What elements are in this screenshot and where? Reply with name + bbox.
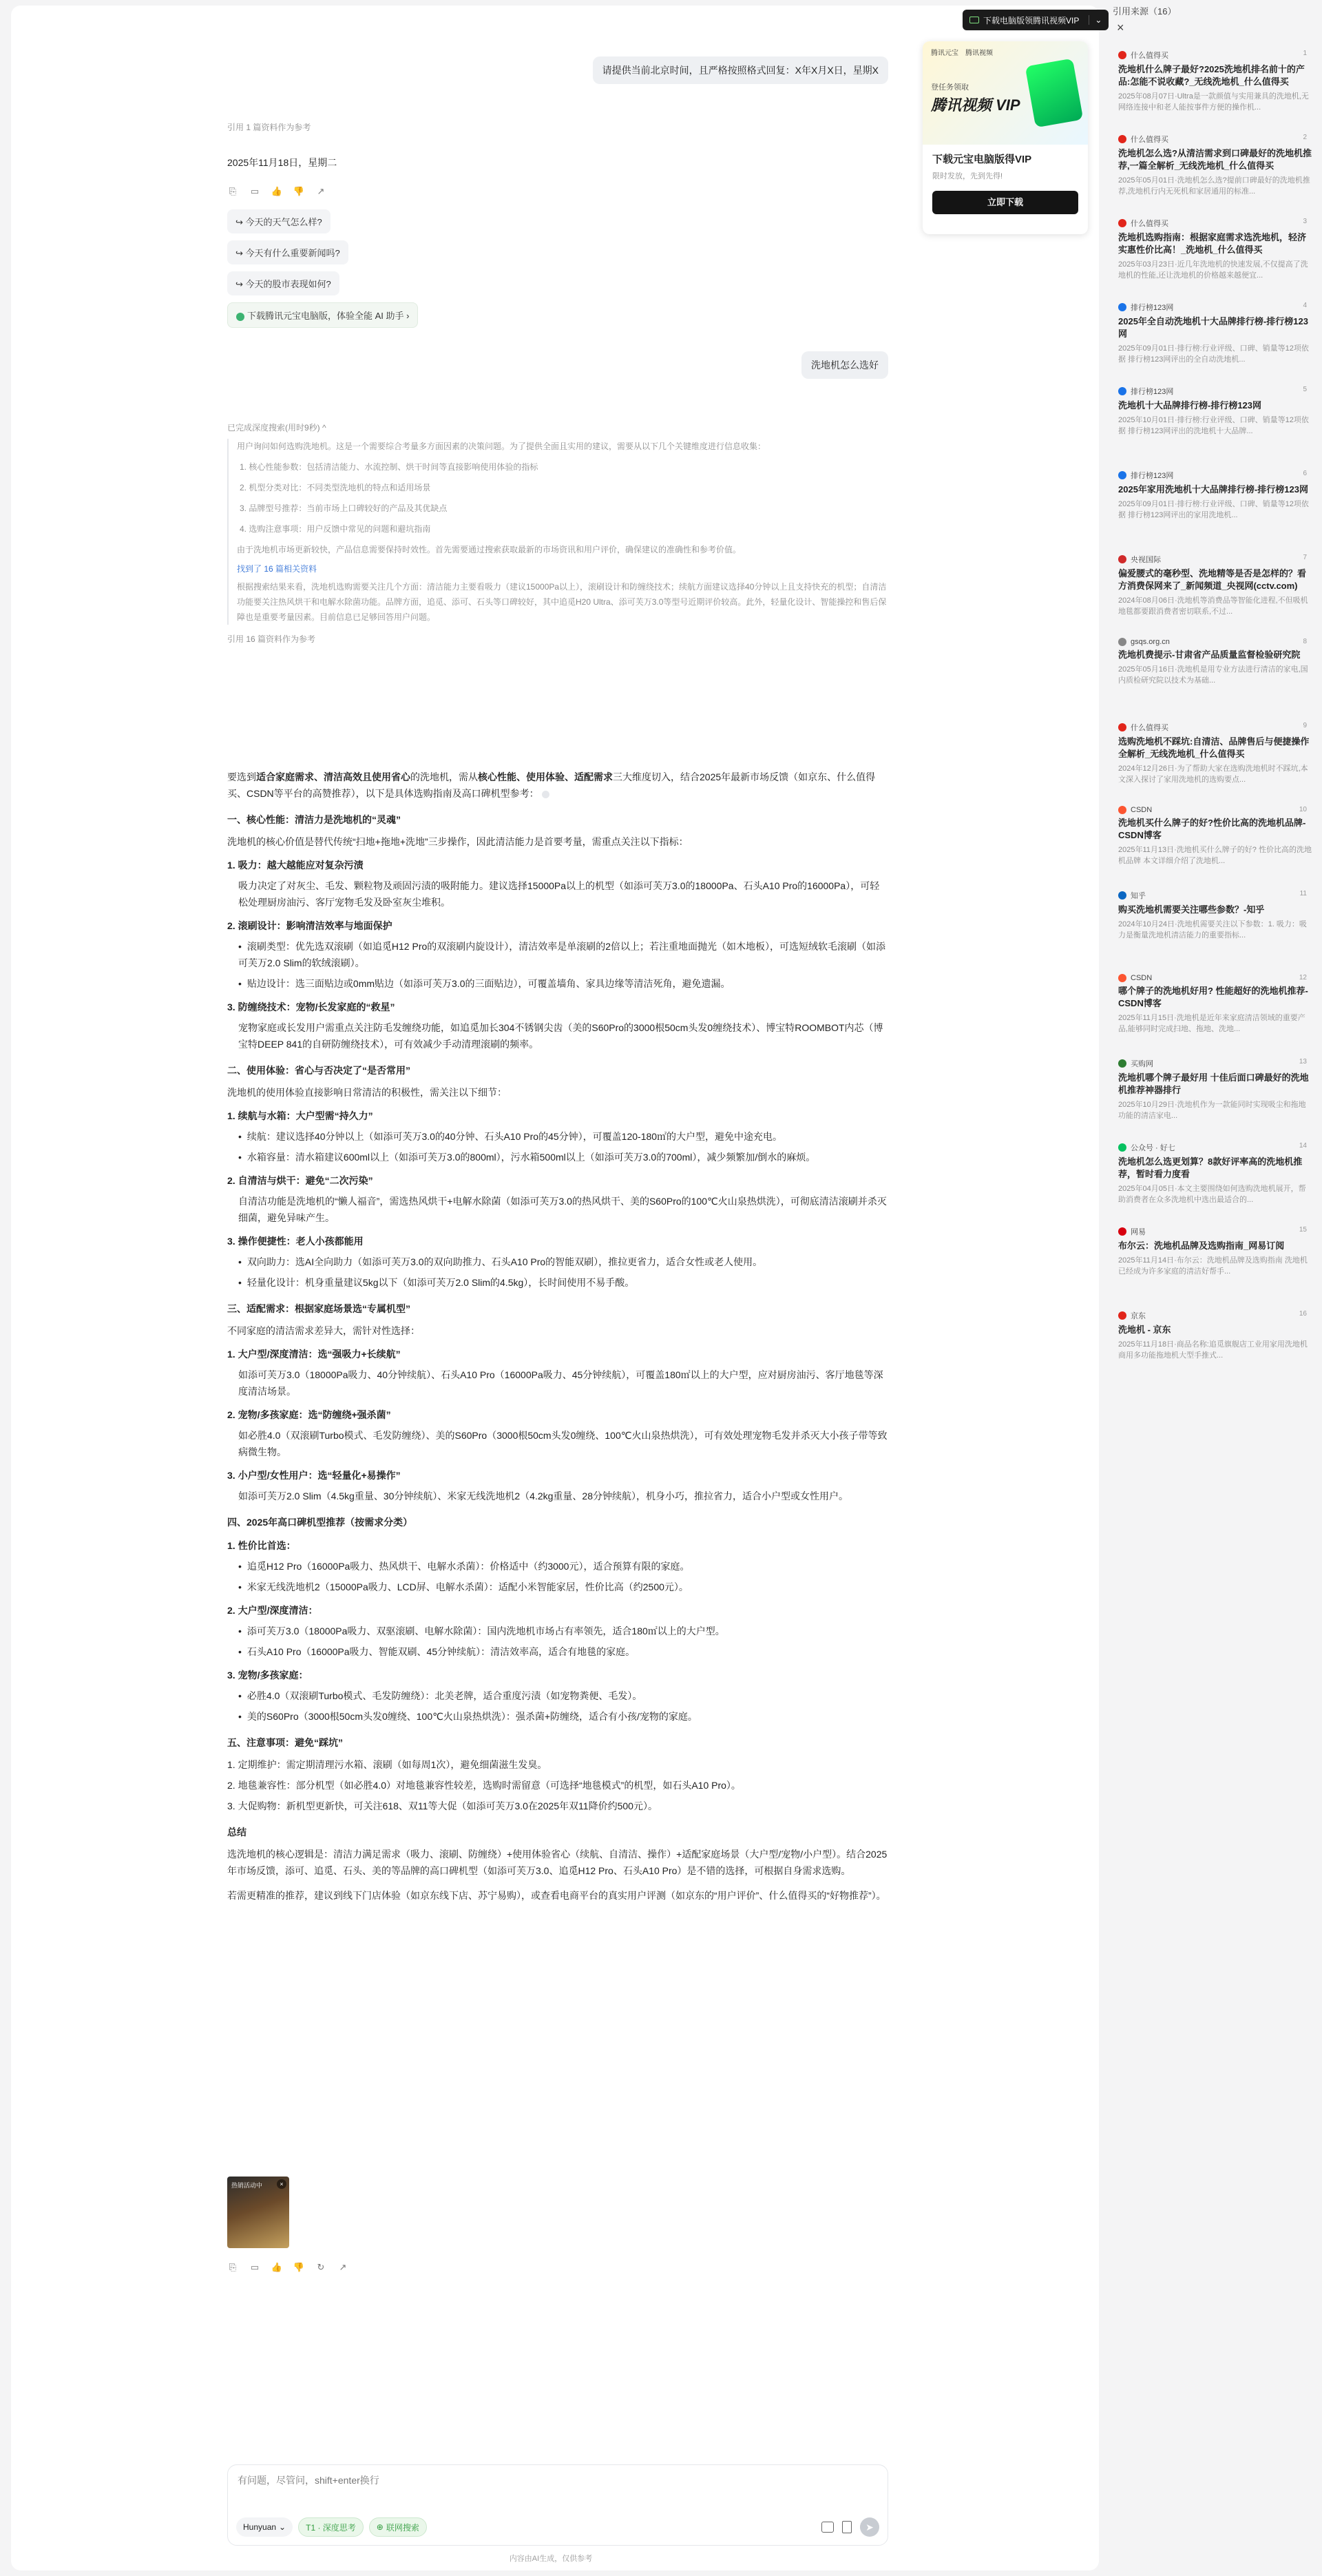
source-name: 什么值得买 xyxy=(1131,724,1168,732)
source-title: 洗地机十大品牌排行榜-排行榜123网 xyxy=(1118,400,1262,411)
bullet-item: • 滚刷类型：优先选双滚刷（如追觅H12 Pro的双滚刷内旋设计），清洁效率是单滚刷的2倍以上；若注重地面抛光（如木地板），可选短绒软毛滚刷（如添可芙万2.0 Slim的软绒滚刷）。 xyxy=(238,938,888,971)
source-snippet: 2025年03月23日·近几年洗地机的快速发展,不仅提高了洗地机的性能,还让洗地机的价格越来越便宜... xyxy=(1118,260,1308,280)
subsection-title: 3. 宠物/多孩家庭： xyxy=(227,1670,308,1681)
source-title: 偏爱腰式的毫秒型、洗地精等是否是怎样的？看方消费保网来了_新闻频道_央视网(cctv.com) xyxy=(1118,568,1307,591)
note-item: 1. 定期维护：需定期清理污水箱、滚刷（如每周1次），避免细菌滋生发臭。 xyxy=(227,1759,547,1770)
promo-banner xyxy=(923,41,1088,145)
source-number: 11 xyxy=(1299,890,1307,897)
image-upload-icon[interactable] xyxy=(821,2522,834,2533)
deep-think-label: T1 · 深度思考 xyxy=(306,2522,356,2533)
subsection-title: 2. 自清洁与烘干：避免“二次污染” xyxy=(227,1175,373,1186)
section-heading: 四、2025年高口碑机型推荐（按需求分类） xyxy=(227,1517,413,1528)
subsection-paragraph: 如添可芙万3.0（18000Pa吸力、40分钟续航）、石头A10 Pro（16000Pa吸力、45分钟续航），可覆盖180㎡以上的大户型，应对厨房油污、客厅地毯等深度清洁场景。 xyxy=(238,1369,883,1397)
source-snippet: 2025年04月05日·本文主要围绕如何选购洗地机展开，帮助消费者在众多洗地机中选出最适合的... xyxy=(1118,1185,1306,1204)
source-item[interactable] xyxy=(1118,800,1312,884)
thinking-content xyxy=(227,439,888,625)
source-item[interactable] xyxy=(1118,1052,1312,1136)
thinking-summary: 根据搜索结果来看，洗地机选购需要关注几个方面：清洁能力主要看吸力（建议15000Pa以上），滚刷设计和防缠绕技术；续航方面建议选择40分钟以上且支持快充的机型；自清洁功能要关注热风烘干和电解水除菌功能。品牌方面，追觅、添可、石头等口碑较好，其中追觅H20 Ultra、添可芙万3.0等型号近期评价较高。此外，轻量化设计、智能操控和售后保障也是重要考量因素。目前信息已足够回答用户问题。 xyxy=(237,582,887,622)
web-search-toggle[interactable] xyxy=(369,2517,427,2537)
section-heading: 五、注意事项：避免“踩坑” xyxy=(227,1737,343,1748)
sources-panel xyxy=(1102,0,1322,2576)
subsection-title: 3. 操作便捷性：老人小孩都能用 xyxy=(227,1236,364,1247)
source-name: 排行榜123网 xyxy=(1131,388,1174,396)
suggestion-chip[interactable]: ↪ 今天有什么重要新闻吗? xyxy=(227,240,348,264)
source-logo-icon xyxy=(1118,723,1126,731)
source-title: 洗地机什么牌子最好?2025洗地机排名前十的产品:怎能不说收藏?_无线洗地机_什么值得买 xyxy=(1118,64,1305,87)
bullet-item: • 追觅H12 Pro（16000Pa吸力、热风烘干、电解水杀菌）：价格适中（约3000元），适合预算有限的家庭。 xyxy=(238,1558,888,1575)
source-number: 6 xyxy=(1303,470,1307,477)
source-snippet: 2024年10月24日·洗地机需要关注以下参数：1. 吸力：吸力是衡量洗地机清洁能力的重要指标... xyxy=(1118,920,1307,939)
subsection-title: 2. 滚刷设计：影响清洁效率与地面保护 xyxy=(227,920,392,931)
source-title: 洗地机费提示-甘肃省产品质量监督检验研究院 xyxy=(1118,650,1301,660)
suggestion-text: 今天有什么重要新闻吗? xyxy=(245,248,340,258)
bullet-list xyxy=(227,938,888,992)
summary-paragraph: 选洗地机的核心逻辑是：清洁力满足需求（吸力、滚刷、防缠绕）+使用体验省心（续航、自清洁、操作）+适配家庭场景（大户型/宠物/小户型）。结合2025年市场反馈，添可、追觅、石头、美的等品牌的高口碑机型（如添可芙万3.0、追觅H12 Pro、石头A10 Pro）是不错的选择，可根据自身需求选购。 xyxy=(227,1849,888,1876)
source-item[interactable] xyxy=(1118,548,1312,632)
bullet-item: • 必胜4.0（双滚刷Turbo模式、毛发防缠绕）：北美老牌，适合重度污渍（如宠物粪便、毛发）。 xyxy=(238,1687,888,1704)
source-origin xyxy=(1118,638,1312,646)
source-origin xyxy=(1118,50,1312,61)
source-origin xyxy=(1118,1310,1312,1321)
regenerate-icon[interactable]: ↻ xyxy=(317,2262,325,2272)
source-number: 8 xyxy=(1303,638,1307,645)
thumbs-down-icon[interactable]: 👎 xyxy=(293,2262,305,2272)
message-input[interactable] xyxy=(238,2473,878,2501)
assistant-answer-2 xyxy=(227,765,888,1908)
subsection-title: 1. 大户型/深度清洁：选“强吸力+长续航” xyxy=(227,1349,401,1360)
source-name: 京东 xyxy=(1131,1312,1146,1320)
source-item[interactable] xyxy=(1118,212,1312,296)
deep-think-toggle[interactable] xyxy=(298,2517,364,2537)
source-item[interactable] xyxy=(1118,464,1312,548)
download-app-label: 下载腾讯元宝电脑版，体验全能 AI 助手 xyxy=(247,311,404,321)
source-number: 10 xyxy=(1299,806,1307,813)
assistant-answer-1: 2025年11月18日，星期二 xyxy=(227,157,337,168)
source-title: 洗地机怎么选更划算？8款好评率高的洗地机推荐，暂时看力度看 xyxy=(1118,1156,1303,1179)
intro-text: 三大维度切入，结合2025年最新市场反馈（如京东、什么值得买、CSDN等平台的高赞推荐），以下是具体选购指南及高口碑机型参考： xyxy=(227,771,876,799)
close-thumbnail-icon[interactable]: × xyxy=(277,2179,286,2189)
source-title: 2025年全自动洗地机十大品牌排行榜-排行榜123网 xyxy=(1118,316,1308,339)
share-icon[interactable]: ↗ xyxy=(339,2262,347,2272)
source-origin xyxy=(1118,722,1312,733)
bullet-item: • 添可芙万3.0（18000Pa吸力、双驱滚刷、电解水除菌）：国内洗地机市场占有率领先，适合180㎡以上的大户型。 xyxy=(238,1623,888,1639)
promo-small: 登任务领取 xyxy=(931,83,969,92)
source-name: 什么值得买 xyxy=(1131,220,1168,228)
bullet-list xyxy=(227,1558,888,1595)
source-origin xyxy=(1118,554,1312,565)
source-snippet: 2025年09月01日·排行榜:行业评级、口碑、销量等12项依据 排行榜123网评出的家用洗地机... xyxy=(1118,500,1309,519)
source-number: 1 xyxy=(1303,50,1307,57)
section-paragraph: 洗地机的使用体验直接影响日常清洁的积极性，需关注以下细节： xyxy=(227,1087,507,1098)
source-snippet: 2024年08月06日·洗地机等消费品等智能化进程,不但吸机地毯都要跟消费者密切联系,不过... xyxy=(1118,596,1308,616)
model-selector[interactable] xyxy=(236,2517,293,2537)
promo-brand-2: 腾讯视频 xyxy=(965,50,993,57)
source-name: 央视国际 xyxy=(1131,556,1161,564)
source-name: CSDN xyxy=(1131,806,1153,814)
bullet-list xyxy=(227,1128,888,1165)
source-logo-icon xyxy=(1118,638,1126,646)
subsection-title: 2. 宠物/多孩家庭：选“防缠绕+强杀菌” xyxy=(227,1409,391,1420)
promo-big-text: 腾讯视频 VIP xyxy=(931,96,1020,114)
section-paragraph: 洗地机的核心价值是替代传统“扫地+拖地+洗地”三步操作，因此清洁能力是首要考量，需重点关注以下指标： xyxy=(227,836,689,847)
source-name: 排行榜123网 xyxy=(1131,472,1174,480)
model-label: Hunyuan xyxy=(243,2522,277,2532)
thumbs-down-icon[interactable]: 👎 xyxy=(293,186,305,196)
thinking-item: 2. 机型分类对比：不同类型洗地机的特点和适用场景 xyxy=(240,483,431,492)
bullet-item: • 美的S60Pro（3000根50cm头发0缠绕、100℃火山泉热烘洗）：强杀菌+防缠绕，适合有小孩/宠物的家庭。 xyxy=(238,1708,888,1725)
source-name: CSDN xyxy=(1131,974,1153,982)
source-title: 洗地机怎么选?从清洁需求到口碑最好的洗地机推荐,一篇全解析_无线洗地机_什么值得买 xyxy=(1118,148,1312,171)
source-item[interactable] xyxy=(1118,884,1312,968)
file-upload-icon[interactable] xyxy=(842,2521,852,2533)
answer-actions-1 xyxy=(227,186,326,197)
promo-download-button[interactable]: 立即下载 xyxy=(932,191,1078,214)
source-item[interactable] xyxy=(1118,44,1312,128)
web-search-label: 联网搜索 xyxy=(386,2522,419,2533)
source-item[interactable] xyxy=(1118,1305,1312,1389)
answer-intro xyxy=(227,769,888,802)
copy-icon[interactable]: ⎘ xyxy=(229,2262,237,2272)
source-origin xyxy=(1118,386,1312,397)
section-heading: 二、使用体验：省心与否决定了“是否常用” xyxy=(227,1065,410,1076)
source-snippet: 2025年11月15日·洗地机是近年来家庭清洁领域的重要产品,能够同时完成扫地、拖地、洗地... xyxy=(1118,1014,1305,1033)
source-origin xyxy=(1118,1058,1312,1069)
source-title: 布尔云：洗地机品牌及选购指南_网易订阅 xyxy=(1118,1240,1285,1251)
source-number: 12 xyxy=(1299,974,1307,981)
source-logo-icon xyxy=(1118,891,1126,900)
found-sources-link[interactable]: 找到了 16 篇相关资料 xyxy=(237,564,317,574)
thinking-note: 由于洗地机市场更新较快，产品信息需要保持时效性。首先需要通过搜索获取最新的市场资讯和用户评价，确保建议的准确性和参考价值。 xyxy=(237,545,742,554)
references-summary-2[interactable]: 引用 16 篇资料作为参考 xyxy=(227,634,316,644)
bullet-item: • 贴边设计：选三面贴边或0mm贴边（如添可芙万3.0的三面贴边），可覆盖墙角、家具边缘等清洁死角，避免遗漏。 xyxy=(238,975,888,992)
source-origin xyxy=(1118,134,1312,145)
source-logo-icon xyxy=(1118,387,1126,395)
source-logo-icon xyxy=(1118,51,1126,59)
promo-brand-1: 腾讯元宝 xyxy=(931,50,958,57)
source-title: 哪个牌子的洗地机好用? 性能超好的洗地机推荐-CSDN博客 xyxy=(1118,986,1308,1008)
sources-header: 引用来源（16） xyxy=(1113,6,1177,17)
closing-paragraph: 若需更精准的推荐，建议到线下门店体验（如京东线下店、苏宁易购），或查看电商平台的真实用户评测（如京东的“用户评价”、什么值得买的“好物推荐”）。 xyxy=(227,1890,886,1901)
source-name: 什么值得买 xyxy=(1131,136,1168,144)
source-logo-icon xyxy=(1118,1227,1126,1236)
source-name: 知乎 xyxy=(1131,892,1146,900)
suggestion-text: 今天的股市表现如何? xyxy=(245,279,331,289)
suggestion-text: 今天的天气怎么样? xyxy=(245,217,322,227)
note-item: 3. 大促购物：新机型更新快，可关注618、双11等大促（如添可芙万3.0在2025年双11降价约500元）。 xyxy=(227,1800,658,1811)
source-snippet: 2025年09月01日·排行榜:行业评级、口碑、销量等12项依据 排行榜123网评出的全自动洗地机... xyxy=(1118,344,1309,364)
bullet-list xyxy=(227,1687,888,1725)
bookmark-icon[interactable]: ▭ xyxy=(250,2262,260,2272)
promo-card xyxy=(923,41,1088,234)
source-number: 15 xyxy=(1299,1226,1307,1234)
promo-subtitle: 限时发放，先到先得! xyxy=(932,172,1003,180)
source-logo-icon xyxy=(1118,974,1126,982)
source-origin xyxy=(1118,302,1312,313)
thumbnail-caption: 热销活动中 xyxy=(231,2182,263,2189)
thumbs-up-icon[interactable]: 👍 xyxy=(271,2262,283,2272)
source-origin xyxy=(1118,1142,1312,1153)
source-name: 排行榜123网 xyxy=(1131,304,1174,312)
source-name: gsqs.org.cn xyxy=(1131,638,1170,646)
subsection-paragraph: 宠物家庭或长发用户需重点关注防毛发缠绕功能，如追觅加长304不锈钢尖齿（美的S60Pro的3000根50cm头发0缠绕技术）、博宝特ROOMBOT内芯（博宝特DEEP 841的自研防缠绕技术），可有效减少手动清理滚刷的频率。 xyxy=(238,1022,883,1050)
subsection-title: 3. 小户型/女性用户：选“轻量化+易操作” xyxy=(227,1470,401,1481)
thinking-toggle[interactable]: 已完成深度搜索(用时9秒) ^ xyxy=(227,423,326,433)
source-snippet: 2025年10月01日·排行榜:行业评级、口碑、销量等12项依据 排行榜123网评出的洗地机十大品牌... xyxy=(1118,416,1309,435)
source-number: 13 xyxy=(1299,1058,1307,1066)
source-title: 选购洗地机不踩坑:自清洁、品牌售后与便捷操作全解析_无线洗地机_什么值得买 xyxy=(1118,736,1310,759)
intro-bold: 适合家庭需求、清洁高效且使用省心 xyxy=(256,771,410,782)
source-item[interactable] xyxy=(1118,632,1312,716)
source-title: 洗地机哪个牌子最好用 十佳后面口碑最好的洗地机推荐神器排行 xyxy=(1118,1072,1309,1095)
monitor-icon xyxy=(969,17,979,23)
copy-icon[interactable]: ⎘ xyxy=(229,186,237,196)
subsection-title: 1. 续航与水箱：大户型需“持久力” xyxy=(227,1110,373,1121)
chevron-down-icon[interactable]: ⌄ xyxy=(1089,15,1102,25)
source-item[interactable] xyxy=(1118,380,1312,464)
source-number: 14 xyxy=(1299,1142,1307,1150)
source-snippet: 2025年11月14日·布尔云：洗地机品牌及选购指南 洗地机已经成为许多家庭的清洁好帮手... xyxy=(1118,1256,1308,1276)
promo-device-graphic xyxy=(1025,59,1084,128)
user-message-2: 洗地机怎么选好 xyxy=(801,351,888,379)
source-origin xyxy=(1118,470,1312,481)
intro-bold: 核心性能、使用体验、适配需求 xyxy=(478,771,613,782)
intro-text: 的洗地机，需从 xyxy=(410,771,478,782)
answer-actions-2 xyxy=(227,2262,348,2273)
source-snippet: 2025年11月18日·商品名称:追觅旗舰店工业用家用洗地机商用多功能拖地机大型手推式... xyxy=(1118,1340,1308,1360)
source-origin xyxy=(1118,1226,1312,1237)
source-list xyxy=(1118,44,1312,1389)
source-snippet: 2025年10月29日·洗地机作为一款能同时实现吸尘和拖地功能的清洁家电... xyxy=(1118,1101,1306,1120)
close-icon[interactable]: × xyxy=(1117,21,1124,34)
globe-icon: ⊕ xyxy=(376,2522,384,2532)
section-paragraph: 不同家庭的清洁需求差异大，需针对性选择： xyxy=(227,1325,420,1336)
source-number: 9 xyxy=(1303,722,1307,729)
bullet-item: • 双向助力：选AI全向助力（如添可芙万3.0的双向助推力、石头A10 Pro的智能双刷），推拉更省力，适合女性或老人使用。 xyxy=(238,1254,888,1270)
download-vip-label: 下载电脑版领腾讯视频VIP xyxy=(983,15,1080,25)
source-origin xyxy=(1118,806,1312,814)
source-snippet: 2025年11月13日·洗地机买什么牌子的好? 性价比高的洗地机品牌 本文详细介绍了洗地机... xyxy=(1118,846,1312,865)
composer xyxy=(227,2464,888,2546)
bookmark-icon[interactable]: ▭ xyxy=(250,186,260,196)
source-title: 购买洗地机需要关注哪些参数？-知乎 xyxy=(1118,904,1265,915)
subsection-paragraph: 如必胜4.0（双滚刷Turbo模式、毛发防缠绕）、美的S60Pro（3000根50cm头发0缠绕、100℃火山泉热烘洗），可有效处理宠物毛发并杀灭大小孩子带等致病微生物。 xyxy=(238,1430,888,1457)
bullet-item: • 米家无线洗地机2（15000Pa吸力、LCD屏、电解水杀菌）：适配小米智能家居，性价比高（约2500元）。 xyxy=(238,1579,888,1595)
thinking-item: 3. 品牌型号推荐：当前市场上口碑较好的产品及其优缺点 xyxy=(240,503,448,513)
source-logo-icon xyxy=(1118,219,1126,227)
subsection-paragraph: 自清洁功能是洗地机的“懒人福音”，需选热风烘干+电解水除菌（如添可芙万3.0的热风烘干、美的S60Pro的100℃火山泉热烘洗），可彻底清洁滚刷并杀灭细菌，避免异味产生。 xyxy=(238,1196,887,1223)
promo-title: 下载元宝电脑版得VIP xyxy=(932,154,1032,165)
source-logo-icon xyxy=(1118,135,1126,143)
bullet-item: • 轻量化设计：机身重量建议5kg以下（如添可芙万2.0 Slim的4.5kg），长时间使用不易手酸。 xyxy=(238,1274,888,1291)
note-item: 2. 地毯兼容性：部分机型（如必胜4.0）对地毯兼容性较差，选购时需留意（可选择“地毯模式”的机型，如石头A10 Pro）。 xyxy=(227,1780,741,1791)
send-button[interactable]: ➤ xyxy=(860,2517,879,2537)
thinking-section xyxy=(227,422,888,645)
thumbs-up-icon[interactable]: 👍 xyxy=(271,186,283,196)
bullet-list xyxy=(227,1623,888,1660)
source-logo-icon xyxy=(1118,1059,1126,1068)
source-item[interactable] xyxy=(1118,128,1312,212)
share-icon[interactable]: ↗ xyxy=(317,186,325,196)
source-snippet: 2025年08月07日·Ultra是一款颜值与实用兼具的洗地机,无网络连接中和老人能按事件方便的操作机... xyxy=(1118,92,1309,112)
source-title: 洗地机选购指南：根据家庭需求选洗地机，轻济实惠性价比高！_洗地机_什么值得买 xyxy=(1118,232,1307,255)
source-origin xyxy=(1118,218,1312,229)
source-number: 4 xyxy=(1303,302,1307,309)
download-vip-button[interactable] xyxy=(963,10,1109,30)
download-app-chip[interactable]: 下载腾讯元宝电脑版，体验全能 AI 助手 › xyxy=(227,302,418,328)
source-number: 5 xyxy=(1303,386,1307,393)
source-item[interactable] xyxy=(1118,1221,1312,1305)
subsection-title: 3. 防缠绕技术：宠物/长发家庭的“救星” xyxy=(227,1001,395,1012)
source-snippet: 2025年05月16日·洗地机是用专业方法进行清洁的家电,国内质检研究院以技术为基础... xyxy=(1118,665,1308,685)
source-title: 2025年家用洗地机十大品牌排行榜-排行榜123网 xyxy=(1118,484,1308,495)
intro-text: 要选到 xyxy=(227,771,256,782)
suggestion-list xyxy=(227,209,418,335)
source-name: 公众号 · 好七 xyxy=(1131,1144,1175,1152)
source-name: 网易 xyxy=(1131,1228,1146,1236)
source-logo-icon xyxy=(1118,806,1126,814)
summary-heading: 总结 xyxy=(227,1827,246,1838)
source-logo-icon xyxy=(1118,471,1126,479)
subsection-title: 1. 吸力：越大越能应对复杂污渍 xyxy=(227,860,364,871)
source-logo-icon xyxy=(1118,1143,1126,1152)
ai-disclaimer: 内容由AI生成，仅供参考 xyxy=(509,2555,593,2563)
references-summary-1[interactable]: 引用 1 篇资料作为参考 xyxy=(227,123,311,132)
bullet-item: • 水箱容量：清水箱建议600ml以上（如添可芙万3.0的800ml），污水箱500ml以上（如添可芙万3.0的700ml），减少频繁加/倒水的麻烦。 xyxy=(238,1149,888,1165)
thinking-label: 已完成深度搜索(用时9秒) xyxy=(227,423,320,433)
source-snippet: 2024年12月26日·为了帮助大家在选购洗地机时不踩坑,本文深入探讨了家用洗地机的选购要点... xyxy=(1118,765,1308,784)
subsection-title: 2. 大户型/深度清洁： xyxy=(227,1605,318,1616)
source-number: 3 xyxy=(1303,218,1307,225)
source-logo-icon xyxy=(1118,303,1126,311)
suggestion-chip[interactable]: ↪ 今天的天气怎么样? xyxy=(227,209,330,233)
yuanbao-logo-icon xyxy=(236,313,244,321)
source-logo-icon xyxy=(1118,1311,1126,1320)
chevron-down-icon: ⌄ xyxy=(279,2522,286,2532)
suggestion-chip[interactable]: ↪ 今天的股市表现如何? xyxy=(227,271,339,295)
thinking-item: 4. 选购注意事项：用户反馈中常见的问题和避坑指南 xyxy=(240,524,431,534)
source-number: 16 xyxy=(1299,1310,1307,1318)
source-snippet: 2025年05月01日·洗地机怎么选?提前口碑最好的洗地机推荐,洗地机行内无死机和家居通用的标准... xyxy=(1118,176,1310,196)
citation-badge[interactable] xyxy=(542,791,549,798)
bullet-item: • 续航：建议选择40分钟以上（如添可芙万3.0的40分钟、石头A10 Pro的45分钟），可覆盖120-180㎡的大户型，避免中途充电。 xyxy=(238,1128,888,1145)
subsection-paragraph: 如添可芙万2.0 Slim（4.5kg重量、30分钟续航）、米家无线洗地机2（4.2kg重量、28分钟续航），机身小巧，推拉省力，适合小户型或女性用户。 xyxy=(238,1490,848,1502)
source-title: 洗地机 - 京东 xyxy=(1118,1325,1171,1335)
source-item[interactable] xyxy=(1118,1136,1312,1221)
bullet-item: • 石头A10 Pro（16000Pa吸力、智能双刷、45分钟续航）：清洁效率高，适合有地毯的家庭。 xyxy=(238,1643,888,1660)
source-item[interactable] xyxy=(1118,716,1312,800)
subsection-paragraph: 吸力决定了对灰尘、毛发、颗粒物及顽固污渍的吸附能力。建议选择15000Pa以上的机型（如添可芙万3.0的18000Pa、石头A10 Pro的16000Pa），可轻松处理厨房油污、客厅宠物毛发及卧室灰尘堆积。 xyxy=(238,880,880,908)
source-item[interactable] xyxy=(1118,296,1312,380)
thinking-intro: 用户询问如何选购洗地机。这是一个需要综合考量多方面因素的决策问题。为了提供全面且实用的建议，需要从以下几个关键维度进行信息收集： xyxy=(237,442,766,451)
bullet-list xyxy=(227,1254,888,1291)
source-number: 7 xyxy=(1303,554,1307,561)
source-number: 2 xyxy=(1303,134,1307,141)
product-thumbnail[interactable] xyxy=(227,2177,289,2248)
section-heading: 三、适配需求：根据家庭场景选“专属机型” xyxy=(227,1303,410,1314)
subsection-title: 1. 性价比首选： xyxy=(227,1540,296,1551)
source-logo-icon xyxy=(1118,555,1126,563)
source-name: 什么值得买 xyxy=(1131,52,1168,60)
source-origin xyxy=(1118,890,1312,901)
user-message-1: 请提供当前北京时间，且严格按照格式回复：X年X月X日，星期X xyxy=(593,56,888,84)
source-item[interactable] xyxy=(1118,968,1312,1052)
thinking-item: 1. 核心性能参数：包括清洁能力、水流控制、烘干时间等直接影响使用体验的指标 xyxy=(240,462,538,472)
source-title: 洗地机买什么牌子的好?性价比高的洗地机品牌-CSDN博客 xyxy=(1118,818,1306,840)
section-heading: 一、核心性能：清洁力是洗地机的“灵魂” xyxy=(227,814,401,825)
source-origin xyxy=(1118,974,1312,982)
source-name: 买购网 xyxy=(1131,1060,1153,1068)
